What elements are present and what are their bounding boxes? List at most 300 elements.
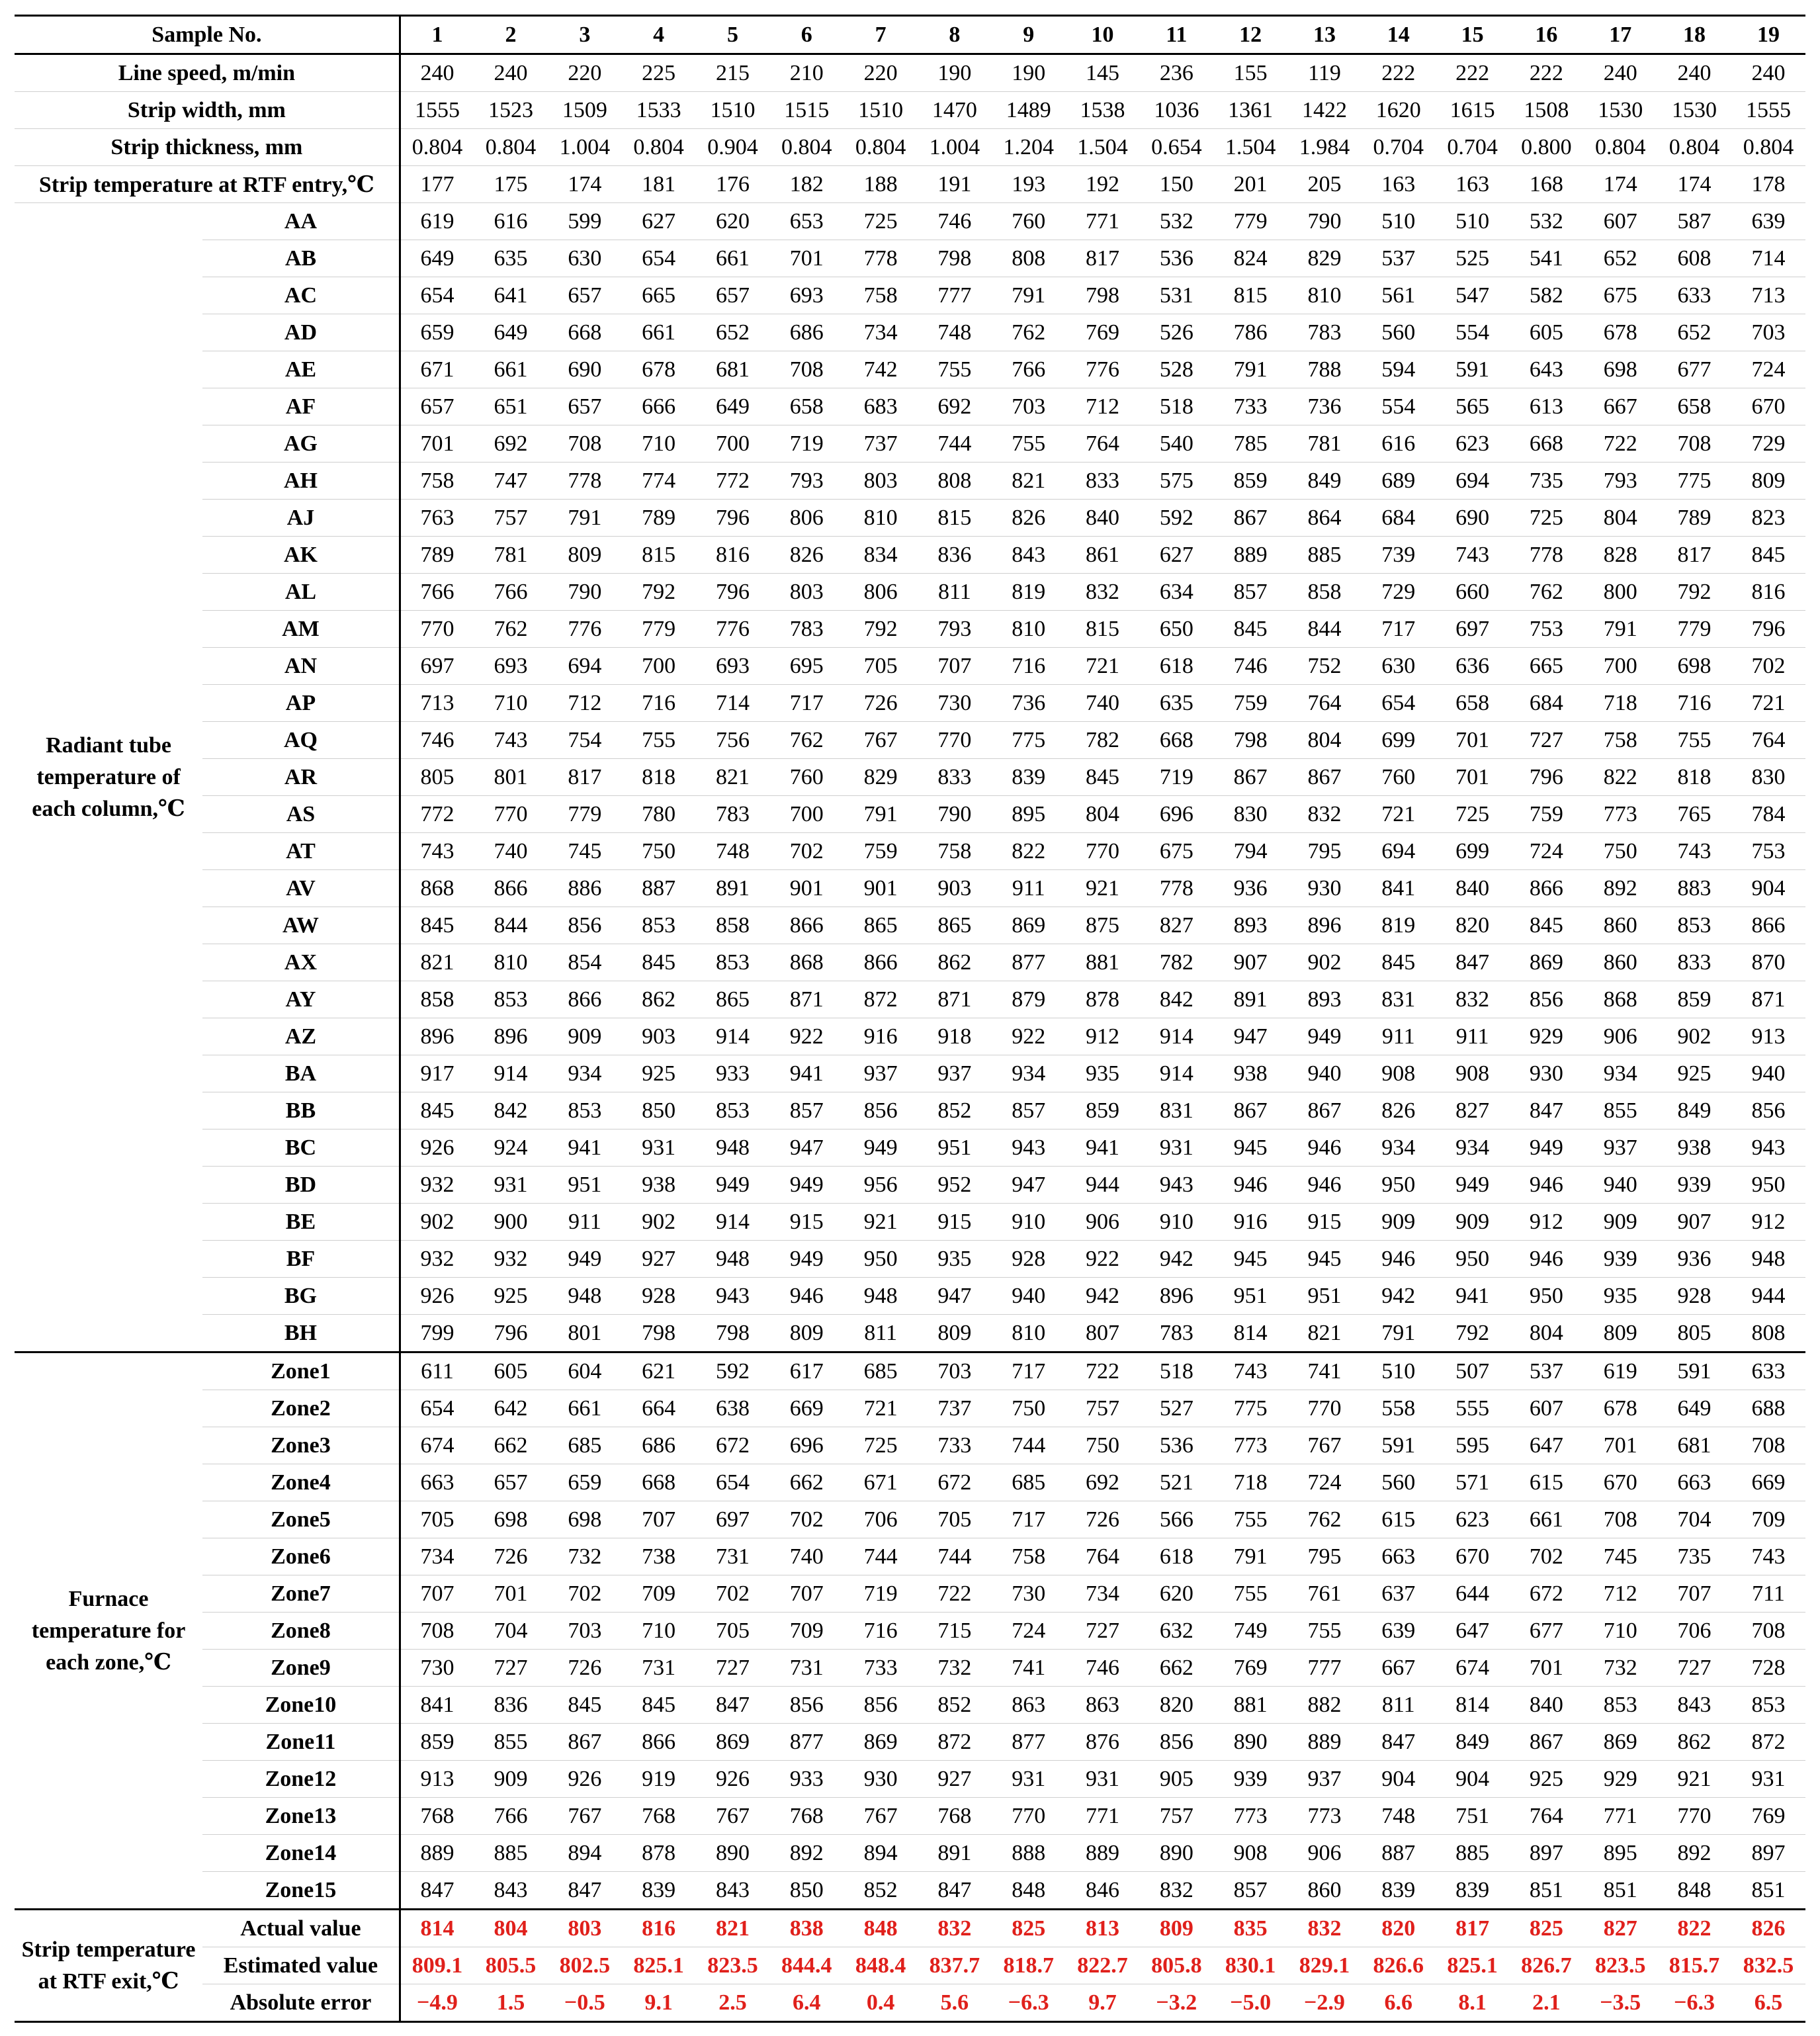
data-cell: 729 <box>1731 425 1805 463</box>
data-cell: 925 <box>1509 1761 1583 1798</box>
data-cell: 192 <box>1066 166 1140 203</box>
data-cell: 851 <box>1509 1872 1583 1910</box>
data-cell: 547 <box>1436 277 1510 314</box>
data-cell: 859 <box>1066 1092 1140 1129</box>
data-cell: 832 <box>1436 981 1510 1018</box>
data-cell: 861 <box>1066 537 1140 574</box>
data-cell: 950 <box>1362 1167 1436 1204</box>
table-row <box>15 944 1805 981</box>
data-cell: 950 <box>1436 1241 1510 1278</box>
data-cell: 804 <box>1066 796 1140 833</box>
data-cell: 783 <box>696 796 770 833</box>
data-cell: 758 <box>400 463 474 500</box>
data-cell: 946 <box>769 1278 844 1315</box>
data-cell: 857 <box>769 1092 844 1129</box>
data-cell: 821 <box>696 1910 770 1947</box>
sample-number-header: 10 <box>1066 16 1140 54</box>
data-cell: 758 <box>992 1538 1066 1575</box>
data-cell: 948 <box>1731 1241 1805 1278</box>
data-cell: 748 <box>696 833 770 870</box>
data-cell: 798 <box>1213 722 1287 759</box>
data-cell: 695 <box>769 648 844 685</box>
data-cell: 757 <box>474 500 548 537</box>
data-cell: 685 <box>548 1427 622 1464</box>
data-cell: 791 <box>1213 351 1287 388</box>
table-row <box>15 870 1805 907</box>
data-cell: 809.1 <box>400 1947 474 1984</box>
data-cell: 721 <box>1731 685 1805 722</box>
data-cell: 872 <box>844 981 918 1018</box>
data-cell: 929 <box>1509 1018 1583 1055</box>
data-cell: 657 <box>696 277 770 314</box>
data-cell: 856 <box>769 1687 844 1724</box>
data-cell: 761 <box>1287 1575 1362 1613</box>
data-cell: 618 <box>1139 648 1213 685</box>
data-cell: 811 <box>844 1315 918 1352</box>
data-cell: 844 <box>1287 611 1362 648</box>
data-cell: 784 <box>1731 796 1805 833</box>
data-cell: 914 <box>474 1055 548 1092</box>
data-cell: 885 <box>1436 1835 1510 1872</box>
data-cell: 908 <box>1362 1055 1436 1092</box>
data-cell: 760 <box>992 203 1066 240</box>
data-cell: 807 <box>1066 1315 1140 1352</box>
data-cell: 825.1 <box>622 1947 696 1984</box>
data-cell: 1538 <box>1066 92 1140 129</box>
data-cell: 791 <box>1583 611 1657 648</box>
data-cell: 1489 <box>992 92 1066 129</box>
data-cell: 664 <box>622 1390 696 1427</box>
table-container <box>15 15 1805 2023</box>
data-cell: 941 <box>769 1055 844 1092</box>
data-cell: 868 <box>1583 981 1657 1018</box>
data-cell: 827 <box>1436 1092 1510 1129</box>
data-cell: 950 <box>1509 1278 1583 1315</box>
data-cell: 908 <box>1436 1055 1510 1092</box>
data-cell: 779 <box>622 611 696 648</box>
row-label: Absolute error <box>202 1984 400 2022</box>
data-cell: 938 <box>1213 1055 1287 1092</box>
row-label: Zone13 <box>202 1798 400 1835</box>
data-cell: 684 <box>1362 500 1436 537</box>
table-row <box>15 388 1805 425</box>
data-cell: 773 <box>1213 1427 1287 1464</box>
sample-number-header: 17 <box>1583 16 1657 54</box>
data-cell: 943 <box>992 1129 1066 1167</box>
row-label: Zone2 <box>202 1390 400 1427</box>
data-cell: 634 <box>1139 574 1213 611</box>
data-cell: 727 <box>1066 1613 1140 1650</box>
data-cell: 684 <box>1509 685 1583 722</box>
data-cell: 868 <box>400 870 474 907</box>
row-label: Line speed, m/min <box>15 54 400 92</box>
data-cell: 754 <box>548 722 622 759</box>
data-cell: 710 <box>1583 1613 1657 1650</box>
data-cell: 940 <box>1287 1055 1362 1092</box>
data-cell: 909 <box>474 1761 548 1798</box>
data-cell: 730 <box>400 1650 474 1687</box>
data-cell: 607 <box>1583 203 1657 240</box>
data-cell: 891 <box>1213 981 1287 1018</box>
table-row <box>15 500 1805 537</box>
data-cell: 888 <box>992 1835 1066 1872</box>
data-cell: 820 <box>1139 1687 1213 1724</box>
data-cell: 740 <box>474 833 548 870</box>
data-cell: 951 <box>548 1167 622 1204</box>
data-cell: 856 <box>1139 1724 1213 1761</box>
data-cell: 847 <box>696 1687 770 1724</box>
table-row <box>15 981 1805 1018</box>
data-cell: 764 <box>1731 722 1805 759</box>
data-cell: 657 <box>548 277 622 314</box>
data-cell: 766 <box>474 1798 548 1835</box>
data-cell: 949 <box>844 1129 918 1167</box>
data-cell: 1.984 <box>1287 129 1362 166</box>
table-row <box>15 1984 1805 2022</box>
data-cell: 745 <box>1583 1538 1657 1575</box>
data-cell: 692 <box>1066 1464 1140 1501</box>
data-cell: 769 <box>1066 314 1140 351</box>
data-cell: 697 <box>400 648 474 685</box>
sample-number-header: 11 <box>1139 16 1213 54</box>
data-cell: 946 <box>1509 1241 1583 1278</box>
data-cell: 944 <box>1066 1167 1140 1204</box>
data-cell: 833 <box>1066 463 1140 500</box>
data-cell: 644 <box>1436 1575 1510 1613</box>
data-cell: 702 <box>1509 1538 1583 1575</box>
data-cell: 190 <box>992 54 1066 92</box>
data-cell: 833 <box>918 759 992 796</box>
data-cell: 847 <box>400 1872 474 1910</box>
data-cell: 709 <box>1731 1501 1805 1538</box>
data-cell: 852 <box>918 1092 992 1129</box>
table-row <box>15 1835 1805 1872</box>
data-cell: 618 <box>1139 1538 1213 1575</box>
row-label: BA <box>202 1055 400 1092</box>
data-cell: 817 <box>1066 240 1140 277</box>
data-cell: 922 <box>769 1018 844 1055</box>
sample-number-header: 15 <box>1436 16 1510 54</box>
table-row <box>15 685 1805 722</box>
data-cell: 783 <box>1287 314 1362 351</box>
data-cell: 740 <box>1066 685 1140 722</box>
data-cell: 894 <box>548 1835 622 1872</box>
row-label: AK <box>202 537 400 574</box>
data-cell: 717 <box>1362 611 1436 648</box>
data-cell: 168 <box>1509 166 1583 203</box>
data-cell: 764 <box>1287 685 1362 722</box>
data-cell: 0.804 <box>474 129 548 166</box>
data-cell: 871 <box>918 981 992 1018</box>
data-cell: 766 <box>992 351 1066 388</box>
table-row <box>15 1352 1805 1390</box>
data-cell: 698 <box>1583 351 1657 388</box>
data-cell: 707 <box>1657 1575 1731 1613</box>
data-cell: 685 <box>992 1464 1066 1501</box>
data-cell: 661 <box>622 314 696 351</box>
data-cell: 699 <box>1436 833 1510 870</box>
row-label: BF <box>202 1241 400 1278</box>
data-cell: 0.800 <box>1509 129 1583 166</box>
data-cell: 662 <box>1139 1650 1213 1687</box>
data-cell: 943 <box>1139 1167 1213 1204</box>
data-cell: 592 <box>1139 500 1213 537</box>
data-cell: 942 <box>1139 1241 1213 1278</box>
data-cell: 951 <box>1287 1278 1362 1315</box>
data-cell: 717 <box>992 1501 1066 1538</box>
data-cell: 912 <box>1731 1204 1805 1241</box>
data-cell: 843 <box>1657 1687 1731 1724</box>
row-label: BH <box>202 1315 400 1352</box>
data-cell: 739 <box>1362 537 1436 574</box>
data-cell: 701 <box>1436 759 1510 796</box>
data-cell: 914 <box>1139 1055 1213 1092</box>
data-cell: 814 <box>400 1910 474 1947</box>
data-cell: 938 <box>1657 1129 1731 1167</box>
data-cell: 770 <box>1066 833 1140 870</box>
data-cell: 743 <box>400 833 474 870</box>
data-cell: 667 <box>1362 1650 1436 1687</box>
data-cell: 889 <box>1066 1835 1140 1872</box>
data-cell: 661 <box>696 240 770 277</box>
data-cell: 635 <box>1139 685 1213 722</box>
data-cell: 826 <box>1731 1910 1805 1947</box>
data-cell: 119 <box>1287 54 1362 92</box>
data-cell: 749 <box>1213 1613 1287 1650</box>
data-cell: 532 <box>1509 203 1583 240</box>
data-cell: 815 <box>1213 277 1287 314</box>
data-cell: 177 <box>400 166 474 203</box>
data-cell: 734 <box>844 314 918 351</box>
data-cell: 948 <box>696 1129 770 1167</box>
data-cell: 949 <box>548 1241 622 1278</box>
table-row <box>15 129 1805 166</box>
data-cell: 741 <box>1287 1352 1362 1390</box>
row-label: AJ <box>202 500 400 537</box>
data-cell: 755 <box>1213 1501 1287 1538</box>
data-cell: 693 <box>474 648 548 685</box>
data-cell: 1555 <box>400 92 474 129</box>
data-cell: 193 <box>992 166 1066 203</box>
data-cell: 901 <box>844 870 918 907</box>
data-cell: 722 <box>1066 1352 1140 1390</box>
data-cell: 803 <box>548 1910 622 1947</box>
data-cell: 694 <box>548 648 622 685</box>
data-cell: 866 <box>548 981 622 1018</box>
data-cell: 934 <box>1583 1055 1657 1092</box>
data-cell: 776 <box>548 611 622 648</box>
row-label: AN <box>202 648 400 685</box>
sample-number-header: 5 <box>696 16 770 54</box>
data-cell: 705 <box>696 1613 770 1650</box>
data-cell: 201 <box>1213 166 1287 203</box>
data-cell: 771 <box>1066 203 1140 240</box>
data-cell: 714 <box>1731 240 1805 277</box>
data-cell: 843 <box>696 1872 770 1910</box>
data-cell: 773 <box>1287 1798 1362 1835</box>
sample-number-header: 8 <box>918 16 992 54</box>
data-cell: 668 <box>548 314 622 351</box>
data-cell: 947 <box>1213 1018 1287 1055</box>
header-label: Sample No. <box>15 16 400 54</box>
data-cell: 703 <box>918 1352 992 1390</box>
data-cell: 925 <box>474 1278 548 1315</box>
data-cell: 836 <box>474 1687 548 1724</box>
data-cell: 665 <box>1509 648 1583 685</box>
data-cell: 742 <box>844 351 918 388</box>
data-cell: 623 <box>1436 1501 1510 1538</box>
data-cell: 708 <box>1731 1613 1805 1650</box>
table-row <box>15 92 1805 129</box>
data-cell: 945 <box>1213 1129 1287 1167</box>
data-cell: 751 <box>1436 1798 1510 1835</box>
data-cell: 713 <box>400 685 474 722</box>
data-cell: 942 <box>1362 1278 1436 1315</box>
data-cell: 732 <box>548 1538 622 1575</box>
data-cell: 652 <box>696 314 770 351</box>
table-row <box>15 351 1805 388</box>
data-cell: 702 <box>548 1575 622 1613</box>
data-cell: 902 <box>400 1204 474 1241</box>
data-cell: −5.0 <box>1213 1984 1287 2022</box>
data-cell: 724 <box>1287 1464 1362 1501</box>
data-cell: 853 <box>1657 907 1731 944</box>
data-cell: 864 <box>1287 500 1362 537</box>
data-cell: 744 <box>918 425 992 463</box>
data-cell: 710 <box>622 1613 696 1650</box>
data-cell: 706 <box>1657 1613 1731 1650</box>
data-cell: 692 <box>474 425 548 463</box>
data-cell: 638 <box>696 1390 770 1427</box>
data-cell: 779 <box>1213 203 1287 240</box>
data-cell: 661 <box>548 1390 622 1427</box>
data-cell: 934 <box>1362 1129 1436 1167</box>
data-cell: 210 <box>769 54 844 92</box>
data-cell: 936 <box>1213 870 1287 907</box>
data-cell: 527 <box>1139 1390 1213 1427</box>
table-row <box>15 1315 1805 1352</box>
data-cell: 654 <box>400 1390 474 1427</box>
data-cell: 796 <box>696 574 770 611</box>
data-cell: 881 <box>1066 944 1140 981</box>
table-row <box>15 833 1805 870</box>
data-cell: 701 <box>1509 1650 1583 1687</box>
data-cell: 940 <box>1583 1167 1657 1204</box>
table-row <box>15 759 1805 796</box>
data-cell: 678 <box>1583 1390 1657 1427</box>
data-cell: 806 <box>844 574 918 611</box>
data-cell: 817 <box>1657 537 1731 574</box>
data-cell: 793 <box>918 611 992 648</box>
data-cell: 949 <box>696 1167 770 1204</box>
data-cell: 798 <box>622 1315 696 1352</box>
data-cell: 686 <box>622 1427 696 1464</box>
data-cell: 743 <box>1731 1538 1805 1575</box>
data-cell: 857 <box>992 1092 1066 1129</box>
data-cell: 758 <box>918 833 992 870</box>
data-cell: 839 <box>992 759 1066 796</box>
data-cell: 916 <box>1213 1204 1287 1241</box>
data-cell: 905 <box>1139 1761 1213 1798</box>
data-cell: 937 <box>1583 1129 1657 1167</box>
data-cell: 722 <box>1583 425 1657 463</box>
data-cell: 672 <box>1509 1575 1583 1613</box>
data-cell: 710 <box>474 685 548 722</box>
data-cell: 757 <box>1139 1798 1213 1835</box>
data-cell: 825.1 <box>1436 1947 1510 1984</box>
data-cell: 531 <box>1139 277 1213 314</box>
data-cell: 931 <box>622 1129 696 1167</box>
data-cell: 925 <box>1657 1055 1731 1092</box>
data-cell: 670 <box>1436 1538 1510 1575</box>
data-cell: 729 <box>1362 574 1436 611</box>
data-cell: 632 <box>1139 1613 1213 1650</box>
data-cell: 823.5 <box>696 1947 770 1984</box>
table-row <box>15 537 1805 574</box>
data-cell: 891 <box>696 870 770 907</box>
data-cell: 799 <box>400 1315 474 1352</box>
data-cell: 815 <box>1066 611 1140 648</box>
data-cell: 818 <box>1657 759 1731 796</box>
data-cell: 845 <box>400 907 474 944</box>
row-label: AH <box>202 463 400 500</box>
row-label: Zone5 <box>202 1501 400 1538</box>
data-cell: 948 <box>844 1278 918 1315</box>
data-cell: 1.504 <box>1066 129 1140 166</box>
data-cell: 762 <box>992 314 1066 351</box>
data-cell: 765 <box>1657 796 1731 833</box>
data-cell: 668 <box>622 1464 696 1501</box>
data-cell: 746 <box>1213 648 1287 685</box>
data-cell: 674 <box>400 1427 474 1464</box>
data-cell: 712 <box>548 685 622 722</box>
data-cell: 730 <box>918 685 992 722</box>
data-cell: 661 <box>1509 1501 1583 1538</box>
data-cell: 810 <box>992 611 1066 648</box>
data-cell: 852 <box>844 1872 918 1910</box>
table-row <box>15 1872 1805 1910</box>
data-cell: 649 <box>400 240 474 277</box>
data-cell: 768 <box>622 1798 696 1835</box>
data-cell: 904 <box>1436 1761 1510 1798</box>
data-cell: 921 <box>1066 870 1140 907</box>
sample-number-header: 4 <box>622 16 696 54</box>
data-cell: 694 <box>1362 833 1436 870</box>
data-cell: 842 <box>1139 981 1213 1018</box>
data-cell: 840 <box>1066 500 1140 537</box>
data-cell: 537 <box>1362 240 1436 277</box>
data-cell: 635 <box>474 240 548 277</box>
data-cell: 708 <box>1583 1501 1657 1538</box>
data-cell: 616 <box>1362 425 1436 463</box>
data-cell: 877 <box>992 944 1066 981</box>
data-cell: 866 <box>622 1724 696 1761</box>
sample-number-header: 13 <box>1287 16 1362 54</box>
data-cell: 934 <box>992 1055 1066 1092</box>
row-label: Zone14 <box>202 1835 400 1872</box>
table-row <box>15 1092 1805 1129</box>
data-cell: 771 <box>1583 1798 1657 1835</box>
data-cell: 752 <box>1287 648 1362 685</box>
data-cell: 929 <box>1583 1761 1657 1798</box>
data-cell: 853 <box>696 1092 770 1129</box>
data-cell: 835 <box>1213 1910 1287 1947</box>
data-cell: 903 <box>918 870 992 907</box>
data-cell: 944 <box>1731 1278 1805 1315</box>
sample-number-header: 14 <box>1362 16 1436 54</box>
data-cell: 782 <box>1066 722 1140 759</box>
data-cell: 0.654 <box>1139 129 1213 166</box>
